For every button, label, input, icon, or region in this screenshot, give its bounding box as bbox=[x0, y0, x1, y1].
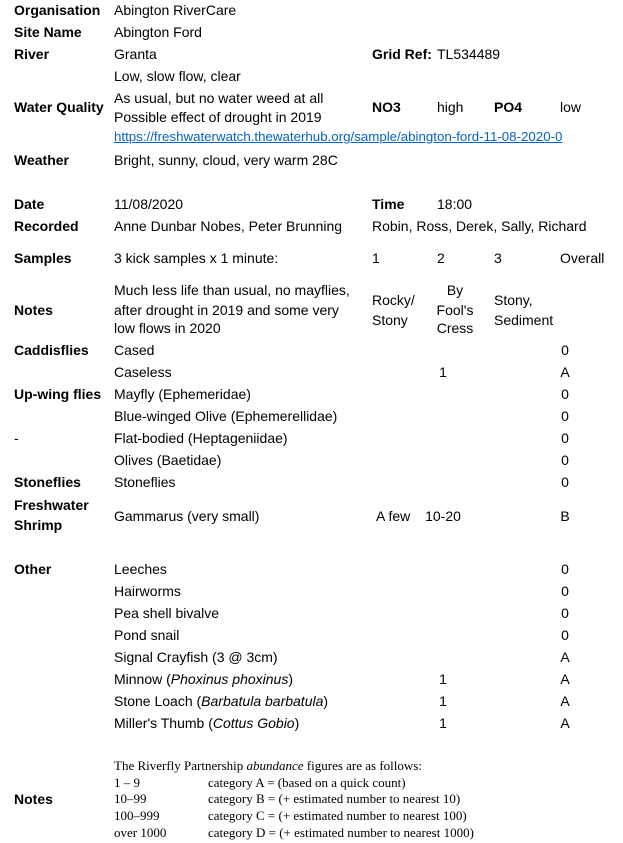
no3-value: high bbox=[437, 99, 464, 115]
sample-col-2: 2 bbox=[437, 250, 445, 266]
date-label: Date bbox=[14, 196, 45, 212]
taxon-name: Signal Crayfish (3 @ 3cm) bbox=[114, 649, 278, 665]
taxon-name: Flat-bodied (Heptageniidae) bbox=[114, 430, 288, 446]
taxon-name: Pea shell bivalve bbox=[114, 605, 220, 621]
sample-2-count: 1 bbox=[439, 693, 447, 709]
group-stoneflies: Stoneflies bbox=[14, 474, 81, 490]
taxon-name: Cased bbox=[114, 342, 155, 358]
grid-ref-value: TL534489 bbox=[437, 46, 501, 62]
sample-link[interactable]: https://freshwaterwatch.thewaterhub.org/sample/abington-ford-11-08-2020-0 bbox=[114, 129, 563, 144]
overall-category: 0 bbox=[561, 605, 569, 621]
group-other: Other bbox=[14, 561, 52, 577]
sample-2-count: 1 bbox=[439, 715, 447, 731]
taxon-name: Blue-winged Olive (Ephemerellidae) bbox=[114, 408, 338, 424]
notes-line-2: after drought in 2019 and some very bbox=[114, 302, 339, 318]
group-caddisflies: Caddisflies bbox=[14, 342, 89, 358]
taxon-name bbox=[114, 714, 299, 732]
notes-label: Notes bbox=[14, 302, 53, 318]
taxon-name bbox=[114, 670, 293, 688]
recorded-label: Recorded bbox=[14, 218, 79, 234]
taxon-name: Caseless bbox=[114, 364, 172, 380]
taxon-name-common: Stone Loach ( bbox=[114, 693, 202, 709]
samples-value: 3 kick samples x 1 minute: bbox=[114, 250, 279, 266]
abundance-range: 100–999 bbox=[114, 808, 160, 823]
abundance-intro bbox=[114, 758, 422, 774]
sample-col-1: 1 bbox=[372, 250, 380, 266]
overall-category: A bbox=[560, 693, 570, 709]
abundance-category: category B = (+ estimated number to nearest 10) bbox=[208, 791, 461, 806]
sample-2-count: 1 bbox=[439, 364, 447, 380]
taxon-name: Olives (Baetidae) bbox=[114, 452, 222, 468]
time-label: Time bbox=[372, 196, 405, 212]
taxon-name-latin: Cottus Gobio bbox=[212, 715, 295, 731]
recorded-value-a: Anne Dunbar Nobes, Peter Brunning bbox=[114, 218, 343, 234]
overall-category: 0 bbox=[561, 561, 569, 577]
site-label: Site Name bbox=[14, 24, 82, 40]
group-shrimp-label: Shrimp bbox=[14, 517, 63, 533]
river-label: River bbox=[14, 46, 50, 62]
grid-ref-label: Grid Ref: bbox=[372, 46, 432, 62]
abundance-intro-italic: abundance bbox=[246, 758, 304, 773]
overall-category: 0 bbox=[561, 474, 569, 490]
taxon-name-latin: Barbatula barbatula bbox=[201, 693, 324, 709]
abundance-range: 10–99 bbox=[114, 791, 147, 806]
weather-value: Bright, sunny, cloud, very warm 28C bbox=[114, 152, 338, 168]
overall-category: A bbox=[560, 364, 570, 380]
taxon-name-common: Minnow ( bbox=[114, 671, 171, 687]
taxon-name bbox=[114, 692, 328, 710]
sample-1-count: A few bbox=[376, 508, 411, 524]
overall-category: 0 bbox=[561, 452, 569, 468]
taxon-name-close: ) bbox=[294, 715, 300, 731]
samples-label: Samples bbox=[14, 250, 72, 266]
group-upwing-flies: Up-wing flies bbox=[14, 386, 102, 402]
taxon-name: Leeches bbox=[114, 561, 167, 577]
abundance-range: 1 – 9 bbox=[114, 775, 140, 790]
time-value: 18:00 bbox=[437, 196, 473, 212]
overall-category: 0 bbox=[561, 430, 569, 446]
sample-2-count: 10-20 bbox=[425, 508, 461, 524]
sample-2-desc-line-3: Cress bbox=[436, 320, 474, 336]
po4-label: PO4 bbox=[494, 99, 523, 115]
recorded-value-b: Robin, Ross, Derek, Sally, Richard bbox=[372, 218, 587, 234]
overall-category: 0 bbox=[561, 408, 569, 424]
weather-label: Weather bbox=[14, 152, 69, 168]
abundance-category: category D = (+ estimated number to nearest 1000) bbox=[208, 825, 474, 840]
sample-2-desc-line-2: Fool's bbox=[436, 302, 474, 318]
footer-notes-label: Notes bbox=[14, 791, 53, 807]
abundance-range: over 1000 bbox=[114, 825, 167, 840]
overall-category: A bbox=[560, 649, 570, 665]
site-value: Abington Ford bbox=[114, 24, 202, 40]
water-quality-line-1: Low, slow flow, clear bbox=[114, 68, 241, 84]
overall-category: A bbox=[560, 671, 570, 687]
sample-3-desc-line-1: Stony, bbox=[494, 292, 533, 308]
overall-category: 0 bbox=[561, 386, 569, 402]
water-quality-line-2: As usual, but no water weed at all bbox=[114, 90, 324, 106]
taxon-name-common: Miller's Thumb ( bbox=[114, 715, 213, 731]
taxon-name: Hairworms bbox=[114, 583, 181, 599]
overall-category: 0 bbox=[561, 583, 569, 599]
notes-line-1: Much less life than usual, no mayflies, bbox=[114, 282, 350, 298]
notes-line-3: low flows in 2020 bbox=[114, 320, 221, 336]
overall-category: 0 bbox=[561, 342, 569, 358]
sample-2-count: 1 bbox=[439, 671, 447, 687]
taxon-name: Mayfly (Ephemeridae) bbox=[114, 386, 251, 402]
taxon-name-close: ) bbox=[323, 693, 329, 709]
date-value: 11/08/2020 bbox=[114, 196, 184, 212]
no3-label: NO3 bbox=[372, 99, 401, 115]
po4-value: low bbox=[560, 99, 582, 115]
organisation-label: Organisation bbox=[14, 2, 101, 18]
overall-header: Overall bbox=[560, 250, 605, 266]
abundance-category: category A = (based on a quick count) bbox=[208, 775, 406, 790]
group-dash: - bbox=[14, 430, 19, 446]
abundance-intro-post: figures are as follows: bbox=[303, 758, 422, 773]
organisation-value: Abington RiverCare bbox=[114, 2, 237, 18]
sample-1-desc-line-1: Rocky/ bbox=[372, 292, 415, 308]
overall-category: B bbox=[560, 508, 570, 524]
taxon-name: Stoneflies bbox=[114, 474, 176, 490]
sample-2-desc-line-1: By bbox=[446, 282, 464, 298]
taxon-name: Pond snail bbox=[114, 627, 180, 643]
river-value: Granta bbox=[114, 46, 157, 62]
overall-category: 0 bbox=[561, 627, 569, 643]
taxon-name-latin: Phoxinus phoxinus bbox=[170, 671, 289, 687]
abundance-intro-pre: The Riverfly Partnership bbox=[114, 758, 247, 773]
taxon-name: Gammarus (very small) bbox=[114, 508, 260, 524]
group-freshwater-label: Freshwater bbox=[14, 497, 89, 513]
sample-1-desc-line-2: Stony bbox=[372, 312, 408, 328]
sample-col-3: 3 bbox=[494, 250, 502, 266]
water-quality-label: Water Quality bbox=[14, 99, 104, 115]
taxon-name-close: ) bbox=[288, 671, 293, 687]
overall-category: A bbox=[560, 715, 570, 731]
sample-3-desc-line-2: Sediment bbox=[494, 312, 554, 328]
abundance-category: category C = (+ estimated number to nearest 100) bbox=[208, 808, 467, 823]
water-quality-line-3: Possible effect of drought in 2019 bbox=[114, 109, 322, 125]
